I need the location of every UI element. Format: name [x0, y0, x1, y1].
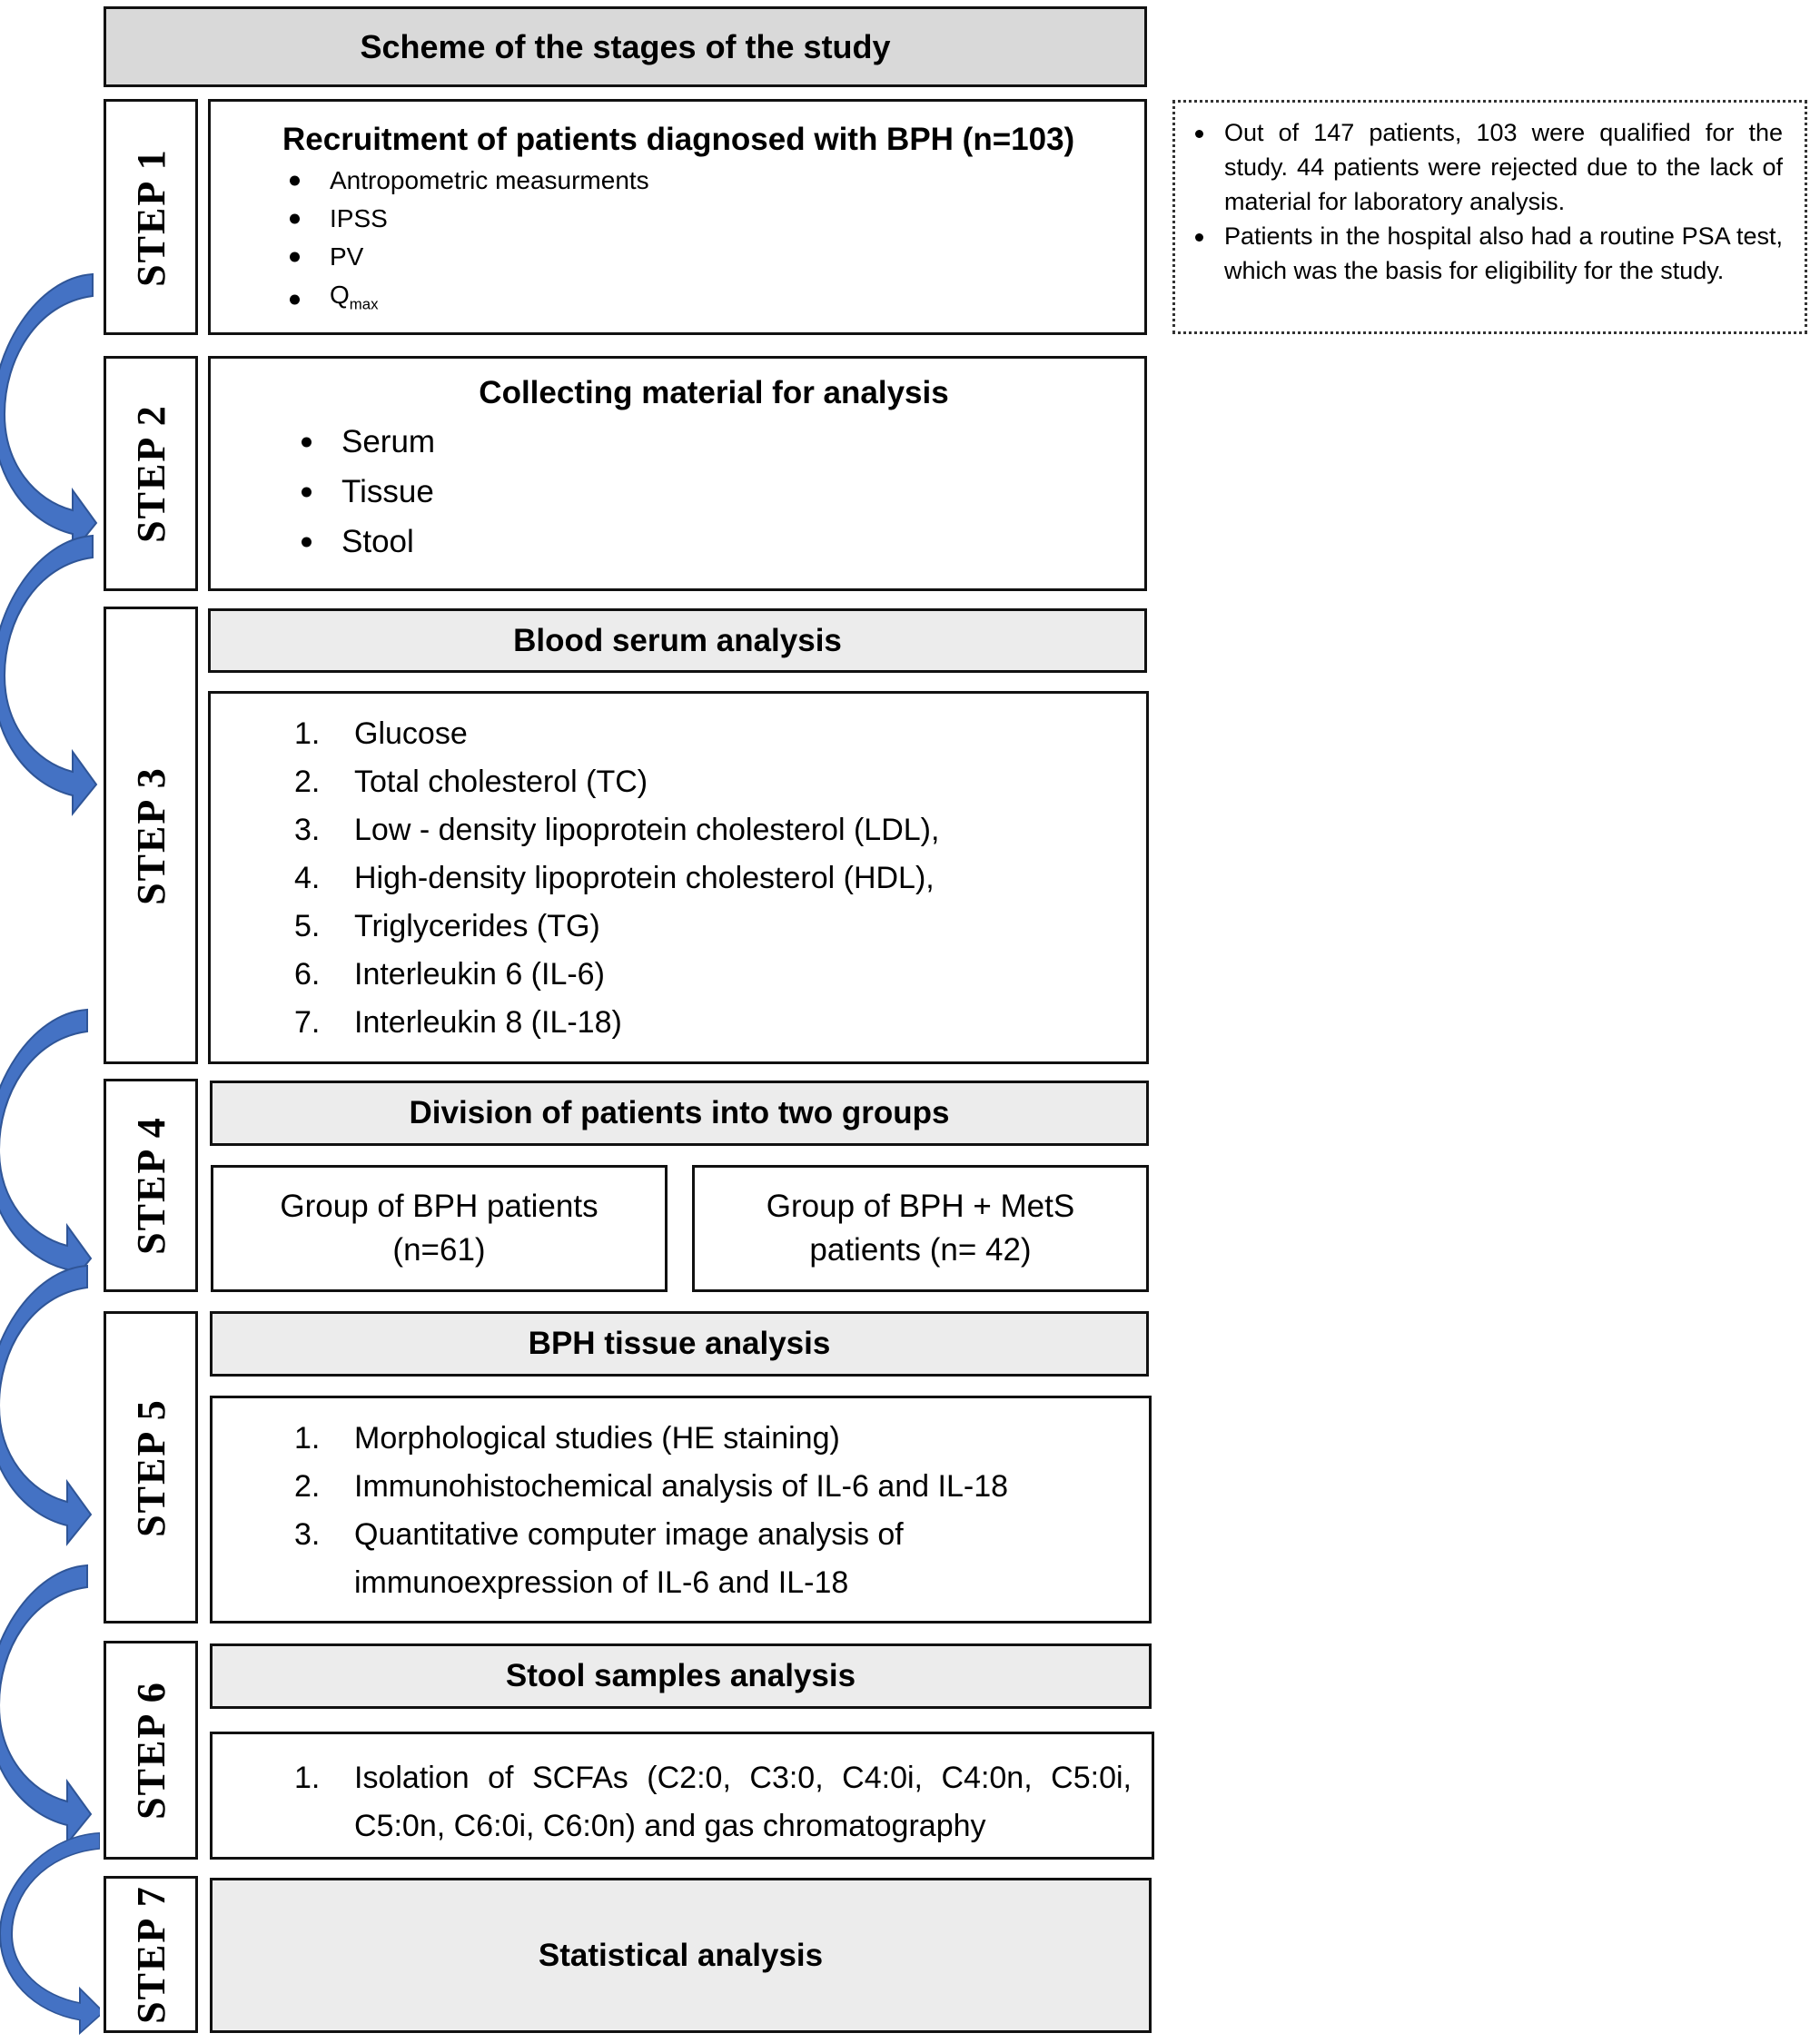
- list-item: Stool: [294, 517, 1144, 567]
- list-item: PV: [282, 238, 1144, 276]
- step-2-label: STEP 2: [104, 356, 198, 591]
- note-list: [1190, 115, 1783, 288]
- step-7-box: Statistical analysis: [210, 1878, 1152, 2033]
- step-6-label: STEP 6: [104, 1641, 198, 1860]
- group-bph-box: Group of BPH patients (n=61): [211, 1165, 668, 1292]
- step-6-header: Stool samples analysis: [210, 1643, 1152, 1709]
- list-item: 2. Total cholesterol (TC): [294, 765, 648, 799]
- note-item: Out of 147 patients, 103 were qualified for the study. 44 patients were rejected due to the lack of material for laboratory analysis.: [1190, 115, 1783, 219]
- step-5-label: STEP 5: [104, 1311, 198, 1624]
- step-6-list: [294, 1754, 1132, 1851]
- note-item: Patients in the hospital also had a routine PSA test, which was the basis for eligibility for the study.: [1190, 219, 1783, 288]
- scheme-title: [104, 6, 1147, 87]
- list-item: Tissue: [294, 467, 1144, 517]
- step-7-label: STEP 7: [104, 1876, 198, 2033]
- step-2-content: [208, 356, 1147, 591]
- step-5-content: [210, 1396, 1152, 1624]
- list-item: 5. Triglycerides (TG): [294, 909, 600, 943]
- study-note: [1172, 100, 1807, 334]
- step-5-list: [294, 1415, 1094, 1607]
- step-3-header: Blood serum analysis: [208, 608, 1147, 673]
- group-bph-mets-box: Group of BPH + MetS patients (n= 42): [692, 1165, 1149, 1292]
- step-1-heading: Recruitment of patients diagnosed with BPH (n=103): [282, 122, 1075, 157]
- list-item: 6. Interleukin 6 (IL-6): [294, 957, 605, 992]
- list-item: 3. Quantitative computer image analysis of immunoexpression of IL-6 and IL-18: [294, 1517, 904, 1600]
- list-item: Serum: [294, 417, 1144, 467]
- list-item: 1. Morphological studies (HE staining): [294, 1421, 840, 1456]
- list-item: $Q_{max}$: [282, 276, 1144, 324]
- step-1-label: STEP 1: [104, 99, 198, 335]
- list-item: Antropometric measurments: [282, 162, 1144, 200]
- list-item: 4. High-density lipoprotein cholesterol (HDL),: [294, 861, 935, 895]
- step-3-list: [294, 710, 1146, 1047]
- step-1-content: [208, 99, 1147, 335]
- step-1-list: [282, 162, 1144, 324]
- step-2-heading: Collecting material for analysis: [479, 375, 949, 410]
- list-item: IPSS: [282, 200, 1144, 238]
- step-3-content: [208, 691, 1149, 1064]
- list-item: 7. Interleukin 8 (IL-18): [294, 1005, 622, 1040]
- step-4-header: Division of patients into two groups: [210, 1081, 1149, 1146]
- scheme-title-text: Scheme of the stages of the study: [360, 27, 891, 65]
- step-3-label: STEP 3: [104, 607, 198, 1064]
- curved-arrow-icon: [0, 0, 100, 2043]
- list-item: 1. Glucose: [294, 716, 468, 751]
- list-item: 1. Isolation of SCFAs (C2:0, C3:0, C4:0i, C4:0n, C5:0i, C5:0n, C6:0i, C6:0n) and gas chromatography: [294, 1761, 1132, 1843]
- step-2-list: [294, 417, 1144, 567]
- step-4-label: STEP 4: [104, 1079, 198, 1292]
- list-item: 3. Low - density lipoprotein cholesterol (LDL),: [294, 813, 940, 847]
- step-6-content: [210, 1732, 1154, 1860]
- list-item: 2. Immunohistochemical analysis of IL-6 and IL-18: [294, 1469, 1009, 1504]
- step-5-header: BPH tissue analysis: [210, 1311, 1149, 1377]
